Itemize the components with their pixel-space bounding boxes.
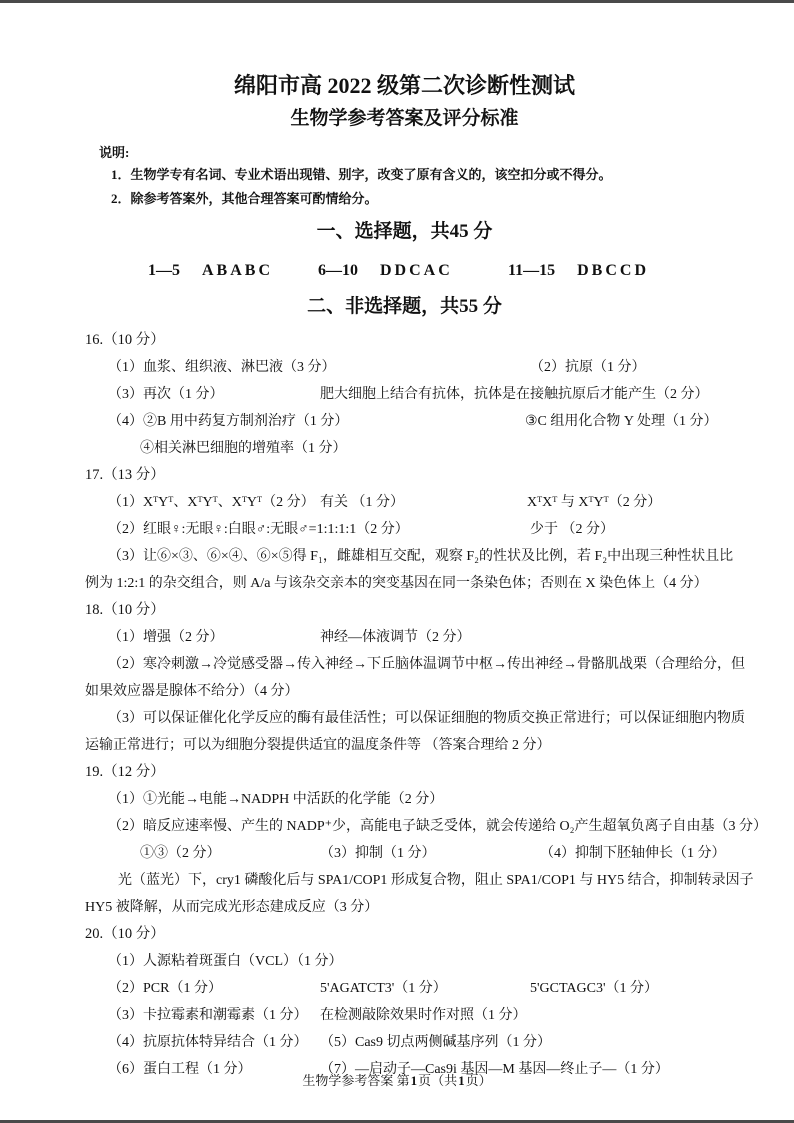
footer-page-number: 1: [410, 1073, 418, 1088]
answer-range: 1—5: [148, 261, 180, 279]
answer-segment: 光（蓝光）下，cry1 磷酸化后与 SPA1/COP1 形成复合物，阻止 SPA1/COP1 与 HY5 结合，抑制转录因子: [118, 872, 754, 888]
answer-range: 11—15: [508, 261, 556, 279]
answer-segment: 如果效应器是腺体不给分）（4 分）: [85, 683, 299, 699]
answer-line: [85, 408, 724, 435]
section-free-heading: 二、非选择题，共55 分: [307, 295, 502, 317]
answer-segment: 运输正常进行；可以为细胞分裂提供适宜的温度条件等 （答案合理给 2 分）: [85, 737, 551, 753]
answer-segment: （1）XᵀYᵀ、XᵀYᵀ、XᵀYᵀ（2 分）: [108, 494, 315, 510]
answer-segment: 5'AGATCT3'（1 分）: [320, 980, 447, 996]
answer-line: [85, 543, 734, 570]
answer-range: 6—10: [318, 261, 358, 279]
answer-segment: （1）增强（2 分）: [108, 629, 224, 645]
answer-line: [85, 948, 724, 975]
answer-segment: 例为 1:2:1 的杂交组合，则 A/a 与该杂交亲本的突变基因在同一条染色体；否则在 X 染色体上（4 分）: [85, 575, 708, 591]
answer-line: [85, 786, 724, 813]
answer-segment: 肥大细胞上结合有抗体，抗体是在接触抗原后才能产生（2 分）: [320, 386, 709, 402]
answer-segment: （2）抗原（1 分）: [530, 359, 646, 375]
document-subtitle: 生物学参考答案及评分标准: [290, 107, 519, 129]
answer-group: [148, 256, 273, 286]
answer-segment: 有关 （1 分）: [320, 494, 404, 510]
answer-line: [85, 894, 724, 921]
question-number: 20.（10 分）: [85, 925, 165, 942]
answer-letters: ABABC: [202, 261, 274, 279]
answer-segment: 神经—体液调节（2 分）: [320, 629, 471, 645]
answer-segment: （5）Cas9 切点两侧碱基序列（1 分）: [320, 1034, 551, 1050]
question-number: 18.（10 分）: [85, 601, 165, 618]
answer-segment: （6）蛋白工程（1 分）: [108, 1061, 252, 1077]
answer-line: [85, 813, 767, 840]
page-footer: [0, 1070, 794, 1089]
answer-segment: 在检测敲除效果时作对照（1 分）: [320, 1007, 527, 1023]
answer-segment: （1）人源粘着斑蛋白（VCL）（1 分）: [108, 953, 343, 969]
answer-segment: （3）抑制（1 分）: [320, 845, 436, 861]
answer-line: [85, 705, 745, 732]
answer-segment: （3）可以保证催化化学反应的酶有最佳活性；可以保证细胞的物质交换正常进行；可以保证细胞内物质: [108, 710, 745, 726]
section-choice-heading: 一、选择题，共45 分: [316, 221, 493, 243]
question-block: [85, 327, 724, 462]
answer-segment: （1）①光能→电能→NADPH 中活跃的化学能（2 分）: [108, 791, 444, 807]
question-number: 19.（12 分）: [85, 763, 165, 780]
answer-line: [85, 624, 724, 651]
answer-line: [85, 516, 724, 543]
footer-pages-mid: 页（共: [418, 1073, 458, 1088]
answer-line: [85, 678, 724, 705]
answer-line: [85, 867, 754, 894]
scan-edge-top: [0, 0, 794, 3]
answer-letters: DBCCD: [577, 261, 650, 279]
answer-line: [85, 975, 724, 1002]
answer-segment: HY5 被降解，从而完成光形态建成反应（3 分）: [85, 899, 379, 915]
answer-segment: ③C 组用化合物 Y 处理（1 分）: [525, 413, 718, 429]
question-number: 17.（13 分）: [85, 466, 165, 483]
footer-pages-end: 页）: [465, 1073, 492, 1088]
question-block: [85, 462, 734, 597]
answer-line: [85, 381, 724, 408]
answer-segment: ④相关淋巴细胞的增殖率（1 分）: [140, 440, 347, 456]
question-number: 16.（10 分）: [85, 331, 165, 348]
document-title: 绵阳市高 2022 级第二次诊断性测试: [233, 73, 575, 98]
note-item: 1．生物学专有名词、专业术语出现错、别字，改变了原有含义的，该空扣分或不得分。: [111, 167, 612, 183]
answer-segment: （2）PCR（1 分）: [108, 980, 222, 996]
notes-section: [85, 143, 724, 211]
answer-segment: XᵀXᵀ 与 XᵀYᵀ（2 分）: [527, 494, 662, 510]
answer-line: [85, 840, 724, 867]
answer-line: [85, 1002, 724, 1029]
answer-segment: （2）红眼♀:无眼♀:白眼♂:无眼♂=1:1:1:1（2 分）: [108, 521, 409, 537]
answer-line: [85, 1029, 724, 1056]
question-block: [85, 759, 767, 921]
note-item: 2．除参考答案外，其他合理答案可酌情给分。: [111, 191, 378, 207]
answer-group: [508, 256, 649, 286]
answer-segment: 5'GCTAGC3'（1 分）: [530, 980, 658, 996]
answer-segment: （4）抑制下胚轴伸长（1 分）: [540, 845, 726, 861]
answer-segment: （2）寒冷刺激→冷觉感受器→传入神经→下丘脑体温调节中枢→传出神经→骨骼肌战栗（合理给分，但: [108, 656, 745, 672]
answer-line: [85, 435, 724, 462]
answer-segment: （7）—启动子—Cas9i 基因—M 基因—终止子—（1 分）: [320, 1061, 669, 1077]
answer-segment: （4）②B 用中药复方制剂治疗（1 分）: [108, 413, 349, 429]
answer-segment: （3）让⑥×③、⑥×④、⑥×⑤得 F₁，雌雄相互交配，观察 F₂的性状及比例，若 F₂中出现三种性状且比: [108, 548, 734, 564]
footer-total-pages: 1: [458, 1073, 465, 1088]
answer-segment: ①③（2 分）: [140, 845, 221, 861]
answer-segment: （3）再次（1 分）: [108, 386, 224, 402]
questions-container: [85, 327, 767, 1083]
choice-answers-row: [85, 256, 724, 286]
answer-segment: 少于 （2 分）: [530, 521, 614, 537]
answer-segment: （2）暗反应速率慢、产生的 NADP⁺少，高能电子缺乏受体，就会传递给 O₂产生超氧负离子自由基（3 分）: [108, 818, 767, 834]
question-block: [85, 597, 745, 759]
answer-line: [85, 489, 724, 516]
answer-line: [85, 732, 724, 759]
footer-doc-label: 生物学参考答案 第: [302, 1073, 410, 1088]
answer-line: [85, 570, 724, 597]
notes-label: 说明:: [99, 145, 130, 161]
answer-segment: （3）卡拉霉素和潮霉素（1 分）: [108, 1007, 308, 1023]
answer-letters: DDCAC: [380, 261, 453, 279]
answer-line: [85, 354, 724, 381]
answer-line: [85, 651, 745, 678]
answer-segment: （4）抗原抗体特异结合（1 分）: [108, 1034, 308, 1050]
answer-group: [318, 256, 453, 286]
question-block: [85, 921, 724, 1083]
answer-segment: （1）血浆、组织液、淋巴液（3 分）: [108, 359, 336, 375]
